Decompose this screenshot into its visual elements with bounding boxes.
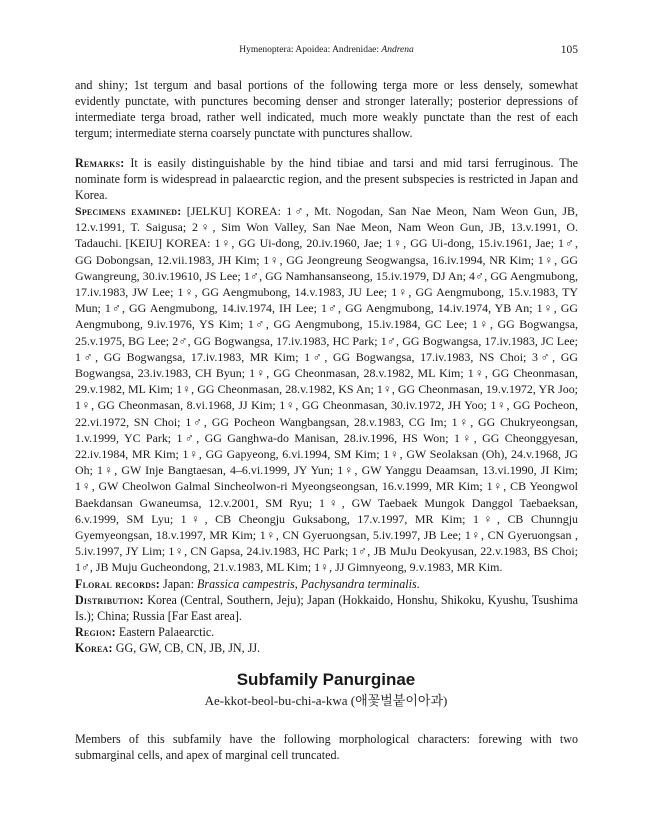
running-head-genus: Andrena (381, 45, 414, 55)
specimens-paragraph (75, 203, 578, 576)
korea-paragraph (75, 640, 578, 656)
region-text: Eastern Palaearctic. (115, 624, 215, 639)
region-paragraph (75, 624, 578, 640)
plant-name: Pachysandra terminalis (300, 576, 417, 591)
remarks-text: It is easily distinguishable by the hind tibiae and tarsi and mid tarsi ferruginous. The nominate form is widespread in palaearctic region, and the present subspecies is restricted in Japan and Korea. (75, 156, 578, 202)
specimens-label: Specimens examined: (75, 204, 182, 218)
floral-records-paragraph: Floral records: Japan: Brassica campestris, Pachysandra terminalis. (75, 576, 420, 591)
region-label: Region: (75, 624, 116, 639)
page-number: 105 (560, 44, 578, 56)
intro-paragraph: and shiny; 1st tergum and basal portions of the following terga more or less densely, somewhat evidently punctate, with punctures becoming denser and stronger laterally; posterior depressions of intermediate terga broad, rather well indicated, much more weakly punctate than the rest of each tergum; intermediate sterna coarsely punctate with punctures shallow. (75, 78, 578, 140)
specimens-text: [JELKU] KOREA: 1♂, Mt. Nogodan, San Nae Meon, Nam Weon Gun, JB, 12.v.1991, T. Saigusa; 2♀, Sim Won Valley, San Nae Meon, Nam Weon Gun, JB, 13.v.1991, O. Tadauchi. [KEIU] KOREA: 1♀, GG Ui-dong, 20.iv.1960, Jae; 1♀, GG Ui-dong, 15.iv.1961, Jae; 1♂, GG Dobongsan, 12.vii.1983, JH Kim; 1♀, GG Jeongreung Seogwangsa, 16.iv.1994, NR Kim; 1♀, GG Gwangreung, 30.iv.19610, JS Lee; 1♂, GG Namhansanseong, 15.iv.1979, DJ An; 4♂, GG Aengmubong, 17.iv.1983, JW Lee; 1♀, GG Aengmubong, 14.v.1983, JU Lee; 1♀, GG Aengmubong, 15.v.1983, TY Mun; 1♂, GG Aengmubong, 14.iv.1974, IH Lee; 1♂, GG Aengmubong, 14.iv.1974, YB An; 1♀, GG Aengmubong, 9.iv.1976, YS Kim; 1♂, GG Aengmubong, 15.iv.1984, GC Lee; 1♀, GG Bogwangsa, 25.v.1975, BG Lee; 2♂, GG Bogwangsa, 17.iv.1983, HC Park; 1♂, GG Bogwangsa, 17.iv.1983, JC Lee; 1♂, GG Bogwangsa, 17.iv.1983, MR Kim; 1♂, GG Bogwangsa, 17.iv.1983, NS Choi; 3♂, GG Bogwangsa, 23.iv.1983, CH Byun; 1♀, GG Cheonmasan, 28.v.1982, ML Kim; 1♀, GG Cheonmasan, 29.v.1982, ML Kim; 1♀, GG Cheonmasan, 28.v.1982, KS An; 1♀, GG Cheonmasan, 19.v.1972, YR Joo; 1♀, GG Cheonmasan, 8.vi.1968, JJ Kim; 1♀, GG Cheonmasan, 30.iv.1972, JH Yoo; 1♀, GG Pocheon, 22.vi.1972, SN Choi; 1♂, GG Pocheon Wangbangsan, 28.v.1983, CG Im; 1♀, GG Chukryeongsan, 1.v.1999, YC Park; 1♂, GG Ganghwa-do Manisan, 28.iv.1996, HS Won; 1♀, GG Cheonggyesan, 22.iv.1984, MR Kim; 1♀, GG Gapyeong, 6.vi.1994, SM Kim; 1♀, GW Seolaksan (Oh), 24.v.1968, JG Oh; 1♀, GW Inje Bangtaesan, 4–6.vi.1999, JY Yun; 1♀, GW Yanggu Deaamsan, 13.vi.1990, JI Kim; 1♀, GW Cheolwon Galmal Sincheolwon-ri Myeongseongsan, 16.v.1999, MR Kim; 1♀, CB Yeongwol Baekdansan Gwaneumsa, 12.v.2001, SM Ryu; 1♀, GW Taebaek Mungok Danggol Taebaeksan, 6.v.1999, SM Lyu; 1♀, CB Cheongju Guksabong, 17.v.1997, MR Kim; 1♀, CB Chunngju Gyemyeongsan, 18.v.1997, MR Kim; 1♀, CN Gyeruongsan, 5.iv.1997, JB Lee; 1♀, CN Gyeruongsan , 5.iv.1997, JY Lim; 1♀, CN Gapsa, 24.iv.1983, HC Park; 1♂, JB MuJu Deokyusan, 22.v.1983, BS Choi; 1♂, JB Muju Gucheondong, 21.v.1983, ML Kim; 1♀, JJ Gimnyeong, 9.v.1983, MR Kim. (75, 204, 578, 575)
floral-records-label: Floral records: (75, 576, 161, 591)
distribution-label: Distribution: (75, 592, 144, 607)
main-text (75, 77, 578, 656)
subfamily-heading: Subfamily Panurginae (236, 670, 416, 689)
subfamily-transliteration: Ae-kkot-beol-bu-chi-a-kwa (애꽃벌붙이아과) (204, 693, 448, 708)
closing-section (75, 731, 578, 763)
distribution-text: Korea (Central, Southern, Jeju); Japan (Hokkaido, Honshu, Shikoku, Kyushu, Tsushima Is.); China; Russia [Far East area]. (75, 592, 578, 623)
running-head: Hymenoptera: Apoidea: Andrenidae: Andrena (239, 45, 414, 55)
korea-label: Korea: (75, 640, 113, 655)
closing-paragraph: Members of this subfamily have the following morphological characters: forewing with two submarginal cells, and apex of marginal cell truncated. (75, 732, 578, 762)
plant-name: Brassica campestris (196, 576, 295, 591)
distribution-paragraph (75, 592, 578, 624)
korea-text: GG, GW, CB, CN, JB, JN, JJ. (112, 640, 261, 655)
remarks-paragraph (75, 155, 578, 203)
page-header (75, 44, 578, 58)
remarks-label: Remarks: (75, 156, 125, 170)
